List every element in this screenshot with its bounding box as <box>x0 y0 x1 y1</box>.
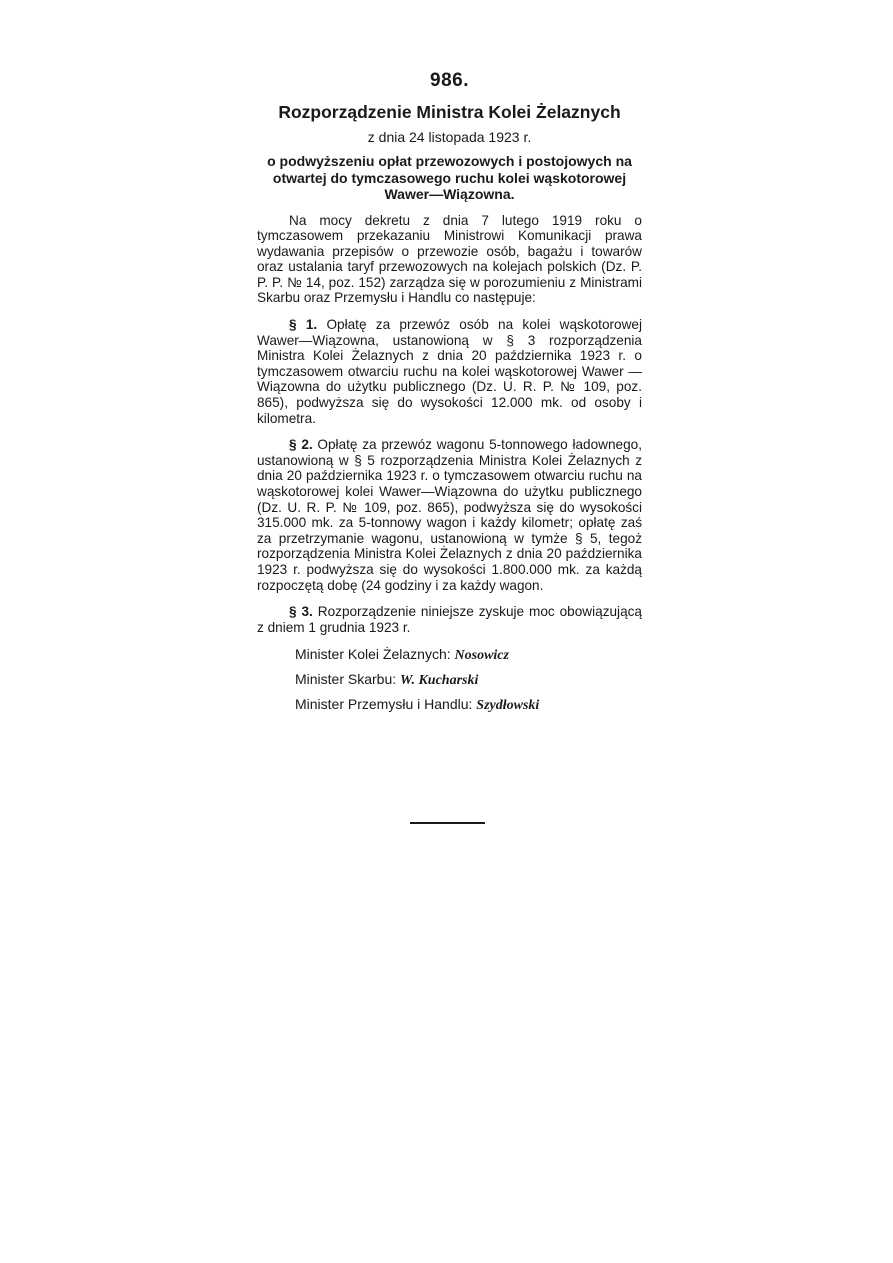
signature-name: Szydłowski <box>476 698 540 714</box>
signature-line <box>257 646 642 664</box>
regulation-subject: o podwyższeniu opłat przewozowych i postojowych na otwartej do tymczasowego ruchu kolei wąskotorowej Wawer—Wiązowna. <box>267 153 632 202</box>
section-text: Opłatę za przewóz osób na kolei wąskotorowej Wawer—Wiązowna, ustanowioną w § 3 rozporządzenia Ministra Kolei Żelaznych z dnia 20 października 1923 r. o tymczasowem otwarciu ruchu na kolei wąskotorowej Wawer — Wiązowna do użytku publicznego (Dz. U. R. P. № 109, poz. 865), podwyższa się do wysokości 12.000 mk. od osoby i kilometra. <box>257 317 642 426</box>
signature-name: W. Kucharski <box>400 673 479 689</box>
section-3 <box>257 604 642 635</box>
signature-role: Minister Kolei Żelaznych: <box>295 646 451 663</box>
section-2 <box>257 437 642 593</box>
section-text: Opłatę za przewóz wagonu 5-tonnowego ładownego, ustanowioną w § 5 rozporządzenia Ministra Kolei Żelaznych z dnia 20 października 1923 r. o tymczasowem otwarciu ruchu na wąskotorowej kolei Wawer—Wiązowna do użytku publicznego (Dz. U. R. P. № 109, poz. 865), podwyższa się do wysokości 315.000 mk. za 5-tonnowy wagon i każdy kilometr; opłatę zaś za przetrzymanie wagonu, ustanowioną w tymże § 5, tegoż rozporządzenia Ministra Kolei Żelaznych z dnia 20 października 1923 r. podwyższa się do wysokości 1.800.000 mk. za każdą rozpoczętą dobę (24 godziny i za każdy wagon. <box>257 437 642 593</box>
section-label: § 3. <box>289 604 313 620</box>
regulation-title: Rozporządzenie Ministra Kolei Żelaznych <box>278 102 621 122</box>
intro-paragraph: Na mocy dekretu z dnia 7 lutego 1919 roku o tymczasowem przekazaniu Ministrowi Komunikacji prawa wydawania przepisów o przewozie osób, bagażu i towarów oraz ustalania taryf przewozowych na kolejach polskich (Dz. P. P. P. № 14, poz. 152) zarządza się w porozumieniu z Ministrami Skarbu oraz Przemysłu i Handlu co następuje: <box>257 212 642 306</box>
signature-name: Nosowicz <box>454 648 509 664</box>
section-1 <box>257 317 642 426</box>
section-label: § 2. <box>289 437 313 453</box>
document-column <box>257 70 642 721</box>
regulation-date: z dnia 24 listopada 1923 r. <box>367 129 532 145</box>
signature-role: Minister Skarbu: <box>295 671 397 688</box>
section-text: Rozporządzenie niniejsze zyskuje moc obowiązującą z dniem 1 grudnia 1923 r. <box>257 604 642 635</box>
signature-role: Minister Przemysłu i Handlu: <box>295 696 473 713</box>
page-number: 986. <box>430 70 469 91</box>
signature-line <box>257 671 642 689</box>
section-label: § 1. <box>289 317 318 333</box>
signature-line <box>257 696 642 714</box>
closing-divider <box>410 822 485 824</box>
